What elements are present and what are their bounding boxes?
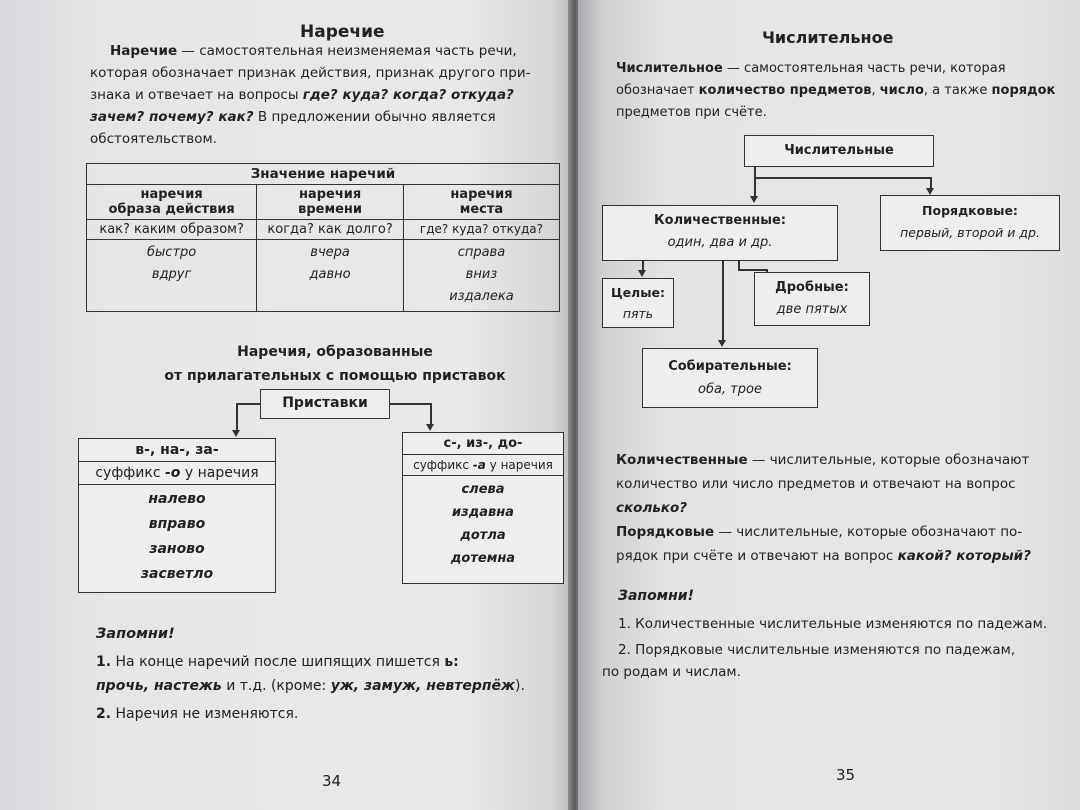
prefix-header: с-, из-, до-: [403, 433, 563, 455]
whole-box: Целые: пять: [602, 278, 674, 328]
quantitative-box: Количественные: один, два и др.: [602, 205, 838, 261]
table-title: Значение наречий: [87, 164, 560, 185]
fractional-box: Дробные: две пятых: [754, 272, 870, 326]
definition-text: — самостоятельная неизменяемая часть речи,: [177, 43, 517, 59]
definition-line: которая обозначает признак действия, признак другого при-: [90, 65, 531, 81]
numerals-root-box: Числительные: [744, 135, 934, 167]
suffix-note: суффикс -а у наречия: [403, 455, 563, 476]
table-question: как? каким образом?: [87, 220, 257, 240]
remember-title: Запомни!: [618, 588, 694, 604]
table-header: наречия места: [403, 185, 559, 220]
prefixes-root-box: Приставки: [260, 389, 390, 419]
table-question: когда? как долго?: [257, 220, 404, 240]
page-title: Числительное: [762, 28, 894, 47]
suffix-note: суффикс -о у наречия: [79, 462, 275, 485]
page-number: 35: [836, 766, 856, 784]
definition-line: В предложении обычно является: [253, 109, 496, 125]
table-header: наречия образа действия: [87, 185, 257, 220]
word-list: налево вправо заново засветло: [140, 491, 214, 582]
quantitative-definition: Количественные — числительные, которые обозначают количество или число предметов и отвечают на вопрос сколько?: [616, 452, 1030, 516]
table-examples: вчера давно: [257, 240, 404, 312]
table-examples: быстро вдруг: [87, 240, 257, 312]
ordinal-definition: Порядковые — числительные, которые обозначают по- рядок при счёте и отвечают на вопрос какой? который?: [616, 524, 1031, 564]
adverb-definition-body: [90, 62, 560, 150]
left-prefix-box: [78, 438, 276, 593]
right-page: [578, 0, 1080, 810]
subtitle: Наречия, образованные от прилагательных с помощью приставок: [164, 344, 506, 384]
remember-title: Запомни!: [96, 626, 175, 642]
table-examples: справа вниз издалека: [403, 240, 559, 312]
definition-questions: где? куда? когда? откуда?: [302, 87, 514, 103]
remember-item: 2. Наречия не изменяются.: [96, 706, 299, 722]
definition-line: обстоятельством.: [90, 131, 217, 147]
page-title: Наречие: [300, 22, 385, 42]
definition-questions: зачем? почему? как?: [90, 109, 254, 125]
right-prefix-box: [402, 432, 564, 584]
table-question: где? куда? откуда?: [403, 220, 559, 240]
prefix-header: в-, на-, за-: [79, 439, 275, 462]
page-number: 34: [322, 772, 342, 790]
collective-box: Собирательные: оба, трое: [642, 348, 818, 408]
adverb-definition: [110, 40, 560, 62]
remember-item: по родам и числам.: [602, 664, 741, 680]
remember-item: 2. Порядковые числительные изменяются по падежам,: [618, 642, 1016, 658]
definition-term: Наречие: [110, 43, 178, 59]
remember-item: 1. На конце наречий после шипящих пишется ь:: [96, 654, 459, 670]
adverb-meaning-table: [86, 163, 560, 312]
word-list: слева издавна дотла дотемна: [450, 482, 516, 566]
ordinal-box: Порядковые: первый, второй и др.: [880, 195, 1060, 251]
remember-item: прочь, настежь и т.д. (кроме: уж, замуж, невтерпёж).: [96, 678, 525, 694]
remember-item: 1. Количественные числительные изменяются по падежам.: [618, 616, 1048, 632]
table-header: наречия времени: [257, 185, 404, 220]
numeral-definition: Числительное — самостоятельная часть речи, которая обозначает количество предметов, число, а также порядок предметов при счёте.: [616, 61, 1056, 120]
definition-line: знака и отвечает на вопросы: [90, 87, 303, 103]
